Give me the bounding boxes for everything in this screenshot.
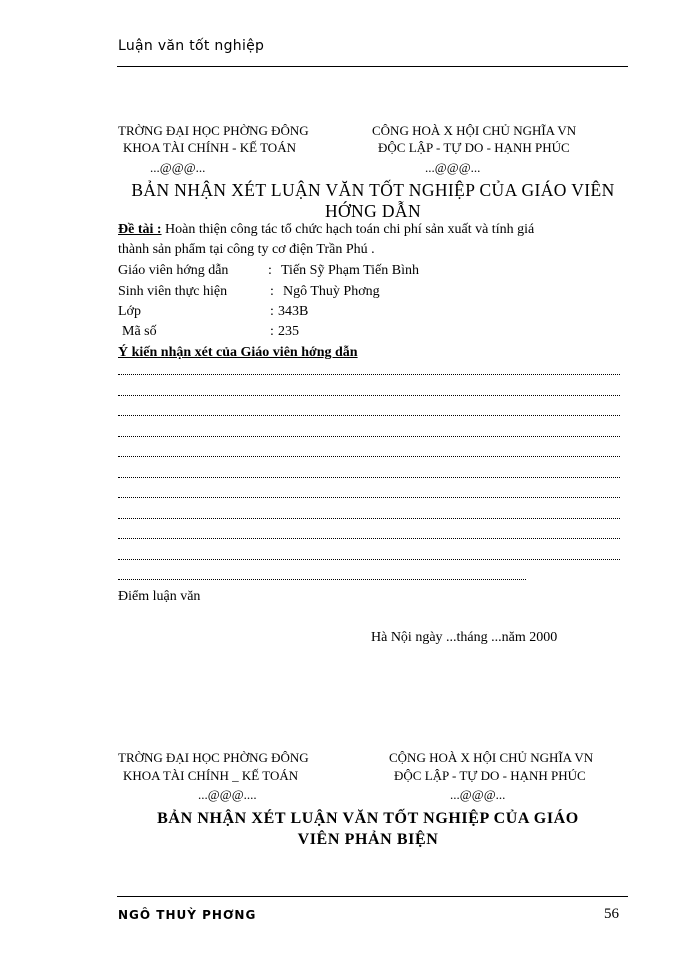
topic-line-1 — [118, 222, 534, 238]
review-title-line-2: VIÊN PHẢN BIỆN — [297, 831, 439, 848]
code-sep: : — [270, 324, 274, 339]
left-ornament-2: ...@@@.... — [198, 787, 257, 802]
national-motto: ĐỘC LẬP - TỰ DO - HẠNH PHÚC — [378, 140, 570, 155]
form-title-line-2: HỚNG DẪN — [324, 201, 422, 221]
running-header: Luận văn tốt nghiệp — [118, 38, 265, 54]
national-motto-2: ĐỘC LẬP - TỰ DO - HẠNH PHÚC — [394, 768, 586, 783]
page-number: 56 — [604, 906, 619, 922]
dotted-line — [118, 510, 620, 519]
class-label: Lớp — [118, 304, 141, 319]
code-value: 235 — [278, 324, 299, 339]
date-line: Hà Nội ngày ...tháng ...năm 2000 — [371, 630, 558, 645]
school-name: TRỜNG ĐẠI HỌC PHỜNG ĐÔNG — [118, 123, 309, 138]
author-name: NGÔ THUỲ PHƠNG — [118, 908, 257, 922]
student-label: Sinh viên thực hiện — [118, 284, 228, 299]
school-name-2: TRỜNG ĐẠI HỌC PHỜNG ĐÔNG — [118, 750, 309, 765]
footer-rule — [117, 896, 628, 897]
topic-line-2: thành sản phẩm tại công ty cơ điện Trần Phú . — [118, 242, 375, 257]
score-label: Điểm luận văn — [118, 589, 201, 604]
left-ornament: ...@@@... — [150, 160, 206, 175]
dotted-line — [118, 489, 620, 498]
review-title-line-1: BẢN NHẬN XÉT LUẬN VĂN TỐT NGHIỆP CỦA GIÁO — [157, 810, 579, 827]
student-value: Ngô Thuỳ Phơng — [283, 284, 380, 299]
right-ornament-2: ...@@@... — [450, 787, 506, 802]
class-sep: : — [270, 304, 274, 319]
opinion-heading: Ý kiến nhận xét của Giáo viên hớng dẫn — [118, 345, 358, 360]
supervisor-label: Giáo viên hớng dẫn — [118, 263, 229, 278]
topic-text: Hoàn thiện công tác tổ chức hạch toán chi phí sản xuất và tính giá — [161, 222, 535, 237]
supervisor-sep: : — [268, 263, 272, 278]
faculty-name: KHOA TÀI CHÍNH - KẾ TOÁN — [123, 140, 296, 155]
republic-name-2: CỘNG HOÀ X HỘI CHỦ NGHĨA VN — [389, 750, 594, 765]
form-title-line-1: BẢN NHẬN XÉT LUẬN VĂN TỐT NGHIỆP CỦA GIÁO VIÊN — [131, 180, 615, 200]
code-label: Mã số — [122, 324, 157, 339]
right-ornament: ...@@@... — [425, 160, 481, 175]
dotted-line — [118, 428, 620, 437]
header-rule — [117, 66, 628, 67]
republic-name: CÔNG HOÀ X HỘI CHỦ NGHĨA VN — [372, 123, 577, 138]
dotted-line — [118, 571, 526, 580]
dotted-line — [118, 407, 620, 416]
dotted-line — [118, 469, 620, 478]
dotted-line — [118, 448, 620, 457]
faculty-name-2: KHOA TÀI CHÍNH _ KẾ TOÁN — [123, 768, 299, 783]
student-sep: : — [270, 284, 274, 299]
dotted-line — [118, 387, 620, 396]
topic-label: Đề tài : — [118, 222, 162, 237]
dotted-line — [118, 530, 620, 539]
dotted-line — [118, 366, 620, 375]
class-value: 343B — [278, 304, 309, 319]
dotted-line — [118, 551, 620, 560]
supervisor-value: Tiến Sỹ Phạm Tiến Bình — [281, 263, 419, 278]
